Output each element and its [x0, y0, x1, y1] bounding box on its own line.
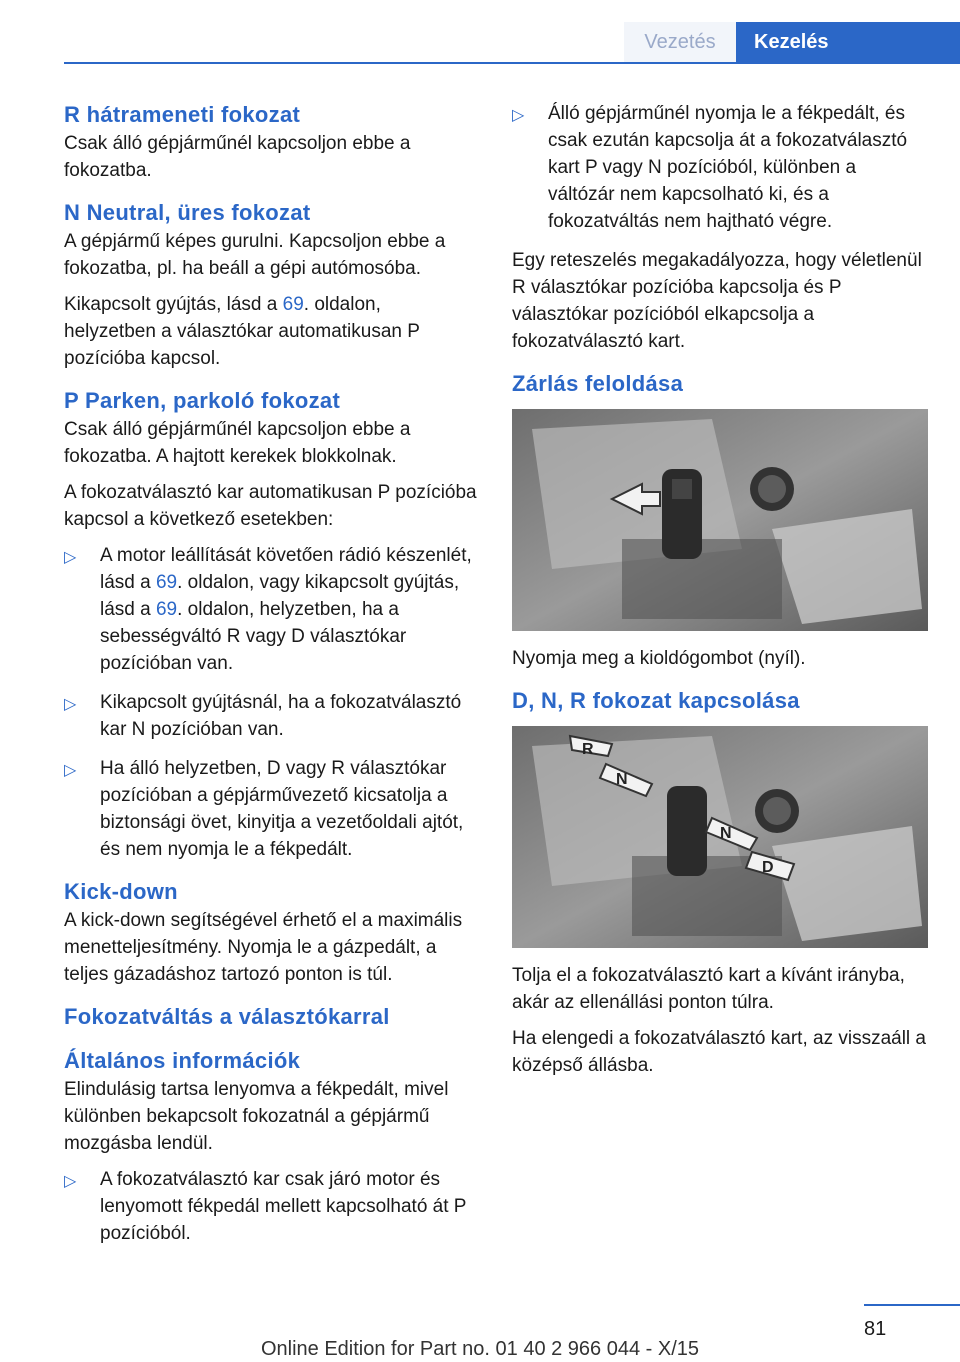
- header-divider: [64, 62, 960, 64]
- footer-divider: [864, 1304, 960, 1306]
- lock-text: Egy reteszelés megakadályozza, hogy véletlenül R választókar pozícióba kapcsolja és P választókar pozícióból elkapcsolja a fokozatválasztó kart.: [512, 250, 922, 352]
- shift-heading: Fokozatváltás a választókarral: [64, 1004, 390, 1029]
- r-gear-text: Csak álló gépjárműnél kapcsoljon ebbe a fokozatba.: [64, 133, 411, 181]
- kickdown-text: A kick-down segítségével érhető el a maximális menetteljesítmény. Nyomja le a gázpedált, a teljes gázadáshoz tartozó ponton is túl.: [64, 910, 463, 985]
- general-info-list: [64, 1166, 478, 1247]
- gear-lever-shift-photo: [512, 726, 928, 948]
- text-fragment: A motor leállítását követően rádió készenlét, lásd a: [100, 545, 472, 593]
- general-info-text: Elindulásig tartsa lenyomva a fékpedált, mivel különben bekapcsolt fokozatnál a gépjármű mozgásba lendül.: [64, 1079, 449, 1154]
- r-gear-heading: R hátrameneti fokozat: [64, 102, 301, 127]
- text-fragment: Ha álló helyzetben, D vagy R választókar pozícióban a gépjárművezető kicsatolja a biztonsági övet, kinyitja a vezetőoldali ajtót, és nem nyomja le a fékpedált.: [100, 758, 464, 860]
- triangle-bullet-icon: ▷: [64, 762, 77, 779]
- page-link-69[interactable]: 69: [155, 599, 178, 620]
- dnr-heading: D, N, R fokozat kapcsolása: [512, 688, 800, 713]
- list-item: [64, 689, 478, 743]
- p-gear-text: Csak álló gépjárműnél kapcsoljon ebbe a fokozatba. A hajtott kerekek blokkolnak.: [64, 419, 411, 467]
- tab-kezeles[interactable]: Kezelés: [736, 22, 960, 62]
- list-item: [64, 755, 478, 863]
- text-fragment: Kikapcsolt gyújtás, lásd a: [64, 294, 283, 315]
- unlock-heading: Zárlás feloldása: [512, 371, 684, 396]
- p-gear-heading: P Parken, parkoló fokozat: [64, 388, 341, 413]
- p-gear-auto-text: A fokozatválasztó kar automatikusan P pozícióba kapcsol a következő esetekben:: [64, 482, 477, 530]
- page-link-69[interactable]: 69: [155, 572, 178, 593]
- triangle-bullet-icon: ▷: [64, 1173, 77, 1190]
- general-info-heading: Általános információk: [64, 1048, 301, 1073]
- text-fragment: Kikapcsolt gyújtásnál, ha a fokozatválasztó kar N pozícióban van.: [100, 692, 462, 740]
- arrow-d-label: D: [762, 859, 774, 876]
- n-gear-text: A gépjármű képes gurulni. Kapcsoljon ebbe a fokozatba, pl. ha beáll a gépi autómosóba.: [64, 231, 446, 279]
- dnr-text: Tolja el a fokozatválasztó kart a kívánt irányba, akár az ellenállási ponton túlra.: [512, 965, 905, 1013]
- kickdown-heading: Kick-down: [64, 879, 178, 904]
- edition-footer: Online Edition for Part no. 01 40 2 966 044 - X/15: [260, 1338, 700, 1360]
- page-link-69[interactable]: 69: [282, 294, 304, 315]
- unlock-caption: Nyomja meg a kioldógombot (nyíl).: [512, 648, 806, 669]
- list-item: [64, 1166, 478, 1247]
- arrow-n-down-label: N: [720, 825, 732, 842]
- right-list: [512, 100, 926, 235]
- n-gear-ignition-text: [64, 291, 478, 372]
- triangle-bullet-icon: ▷: [64, 696, 77, 713]
- left-column: [64, 100, 478, 1259]
- arrow-n-up-label: N: [616, 771, 628, 788]
- dnr-release-text: Ha elengedi a fokozatválasztó kart, az visszaáll a középső állásba.: [512, 1028, 926, 1076]
- triangle-bullet-icon: ▷: [64, 549, 77, 566]
- triangle-bullet-icon: ▷: [512, 107, 525, 124]
- text-fragment: . oldalon, helyzetben, ha a sebességváltó R vagy D választókar pozícióban van.: [100, 599, 407, 674]
- list-item: [512, 100, 926, 235]
- text-fragment: . oldalon, helyzetben a választókar automatikusan P pozícióba kapcsol.: [64, 294, 420, 369]
- page-number: 81: [864, 1318, 887, 1340]
- p-gear-list: [64, 542, 478, 863]
- page-header: [0, 22, 960, 62]
- right-column: [512, 100, 926, 1088]
- gear-lever-release-photo: [512, 409, 928, 631]
- n-gear-heading: N Neutral, üres fokozat: [64, 200, 311, 225]
- arrow-r-label: R: [582, 741, 594, 758]
- text-fragment: A fokozatválasztó kar csak járó motor és lenyomott fékpedál mellett kapcsolható át P pozícióból.: [100, 1169, 467, 1244]
- text-fragment: Álló gépjárműnél nyomja le a fékpedált, és csak ezután kapcsolja át a fokozatválasztó kart P vagy N pozícióból, különben a váltózár nem kapcsolható ki, és a fokozatváltás nem hajtható végre.: [548, 103, 908, 232]
- tab-vezetes[interactable]: Vezetés: [624, 22, 736, 62]
- list-item: [64, 542, 478, 677]
- text-fragment: . oldalon, vagy kikapcsolt gyújtás, lásd a: [100, 572, 460, 620]
